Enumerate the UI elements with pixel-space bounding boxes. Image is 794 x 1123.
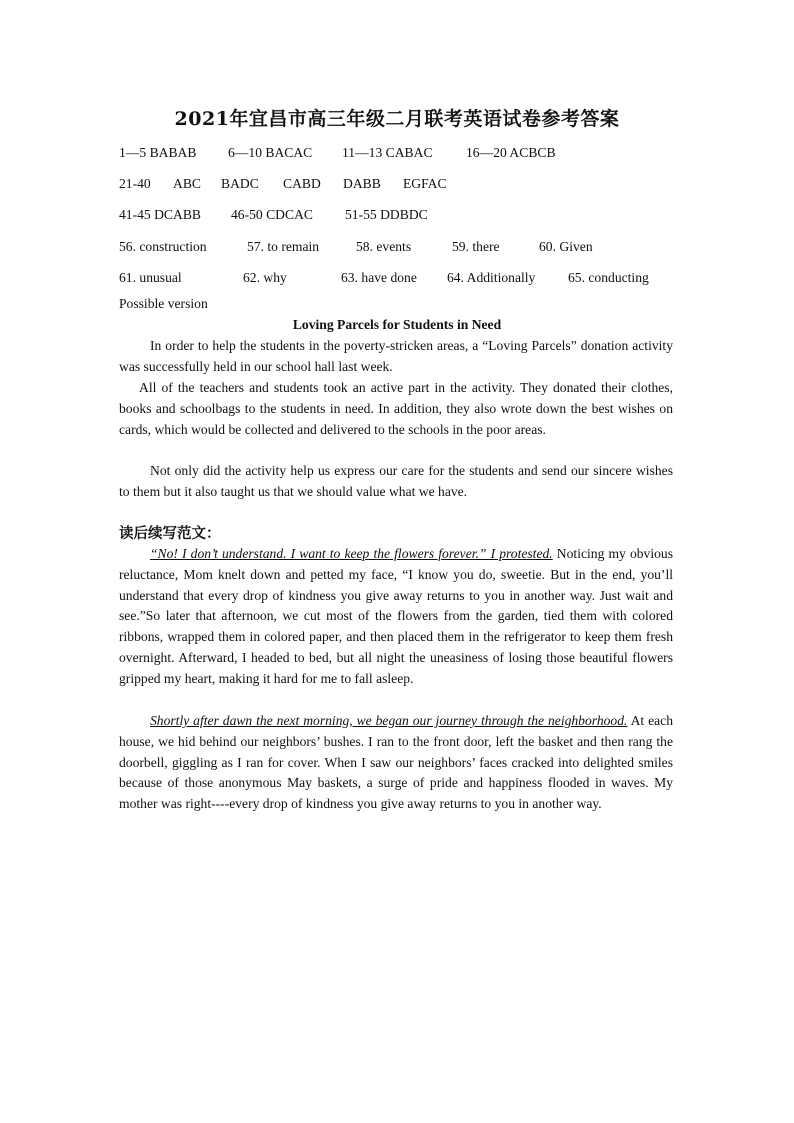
possible-version-label: Possible version xyxy=(119,296,208,311)
answer-item: CABD xyxy=(283,176,321,191)
answer-item: 60. Given xyxy=(539,239,593,254)
continuation-heading: 读后续写范文： xyxy=(119,526,221,542)
answer-item: 21-40 xyxy=(119,176,151,191)
answer-item: 1—5 BABAB xyxy=(119,145,197,160)
answer-item: 16—20 ACBCB xyxy=(466,145,556,160)
answer-item: 59. there xyxy=(452,239,500,254)
underlined-opening-sentence: “No! I don’t understand. I want to keep the flowers forever.” I protested. xyxy=(150,546,553,561)
answer-item: ABC xyxy=(173,176,201,191)
essay-paragraph: All of the teachers and students took an active part in the activity. They donated their clothes, books and schoolbags to the students in need. In addition, they also wrote down the best wishes on cards, which would be collected and delivered to the schools in the poor areas. xyxy=(119,380,673,437)
page-title: 2021年宜昌市高三年级二月联考英语试卷参考答案 xyxy=(174,108,620,130)
answer-item: 6—10 BACAC xyxy=(228,145,313,160)
underlined-opening-sentence: Shortly after dawn the next morning, we began our journey through the neighborhood. xyxy=(150,713,628,728)
answer-item: 57. to remain xyxy=(247,239,320,254)
answer-item: 58. events xyxy=(356,239,412,254)
answer-item: 64. Additionally xyxy=(447,270,536,285)
answer-item: BADC xyxy=(221,176,259,191)
continuation-paragraph-1 xyxy=(119,544,673,690)
continuation-paragraph-2 xyxy=(119,711,673,815)
answer-item: 46-50 CDCAC xyxy=(231,207,313,222)
answer-item: 11—13 CABAC xyxy=(342,145,433,160)
answer-item: 56. construction xyxy=(119,239,207,254)
answer-item: 61. unusual xyxy=(119,270,182,285)
answer-item: 62. why xyxy=(243,270,287,285)
essay-paragraph: Not only did the activity help us express our care for the students and send our sincere wishes to them but it also taught us that we should value what we have. xyxy=(119,463,673,499)
answer-item: EGFAC xyxy=(403,176,447,191)
answer-item: 63. have done xyxy=(341,270,417,285)
answer-item: 65. conducting xyxy=(568,270,649,285)
answer-item: 51-55 DDBDC xyxy=(345,207,428,222)
paragraph-body: Noticing my obvious reluctance, Mom knelt down and petted my face, “I know you do, sweetie. But in the end, you’ll understand that every drop of kindness you give away returns to you in another way. Just wait and see.”So later that afternoon, we cut most of the flowers from the garden, tied them with colored ribbons, wrapped them in colored paper, and then placed them in the refrigerator to keep them fresh overnight. Afterward, I headed to bed, but all night the uneasiness of losing those beautiful flowers gripped my heart, making it hard for me to fall asleep. xyxy=(119,546,673,686)
essay-title: Loving Parcels for Students in Need xyxy=(292,317,502,332)
paragraph-body: At each house, we hid behind our neighbors’ bushes. I ran to the front door, left the basket and then rang the doorbell, giggling as I ran for cover. When I saw our neighbors’ faces cracked into delighted smiles because of those anonymous May baskets, a surge of pride and happiness flooded in waves. My mother was right----every drop of kindness you give away returns to you in another way. xyxy=(119,713,673,812)
essay-paragraph: In order to help the students in the poverty-stricken areas, a “Loving Parcels” donation activity was successfully held in our school hall last week. xyxy=(119,338,673,374)
answer-item: 41-45 DCABB xyxy=(119,207,201,222)
answer-item: DABB xyxy=(343,176,381,191)
